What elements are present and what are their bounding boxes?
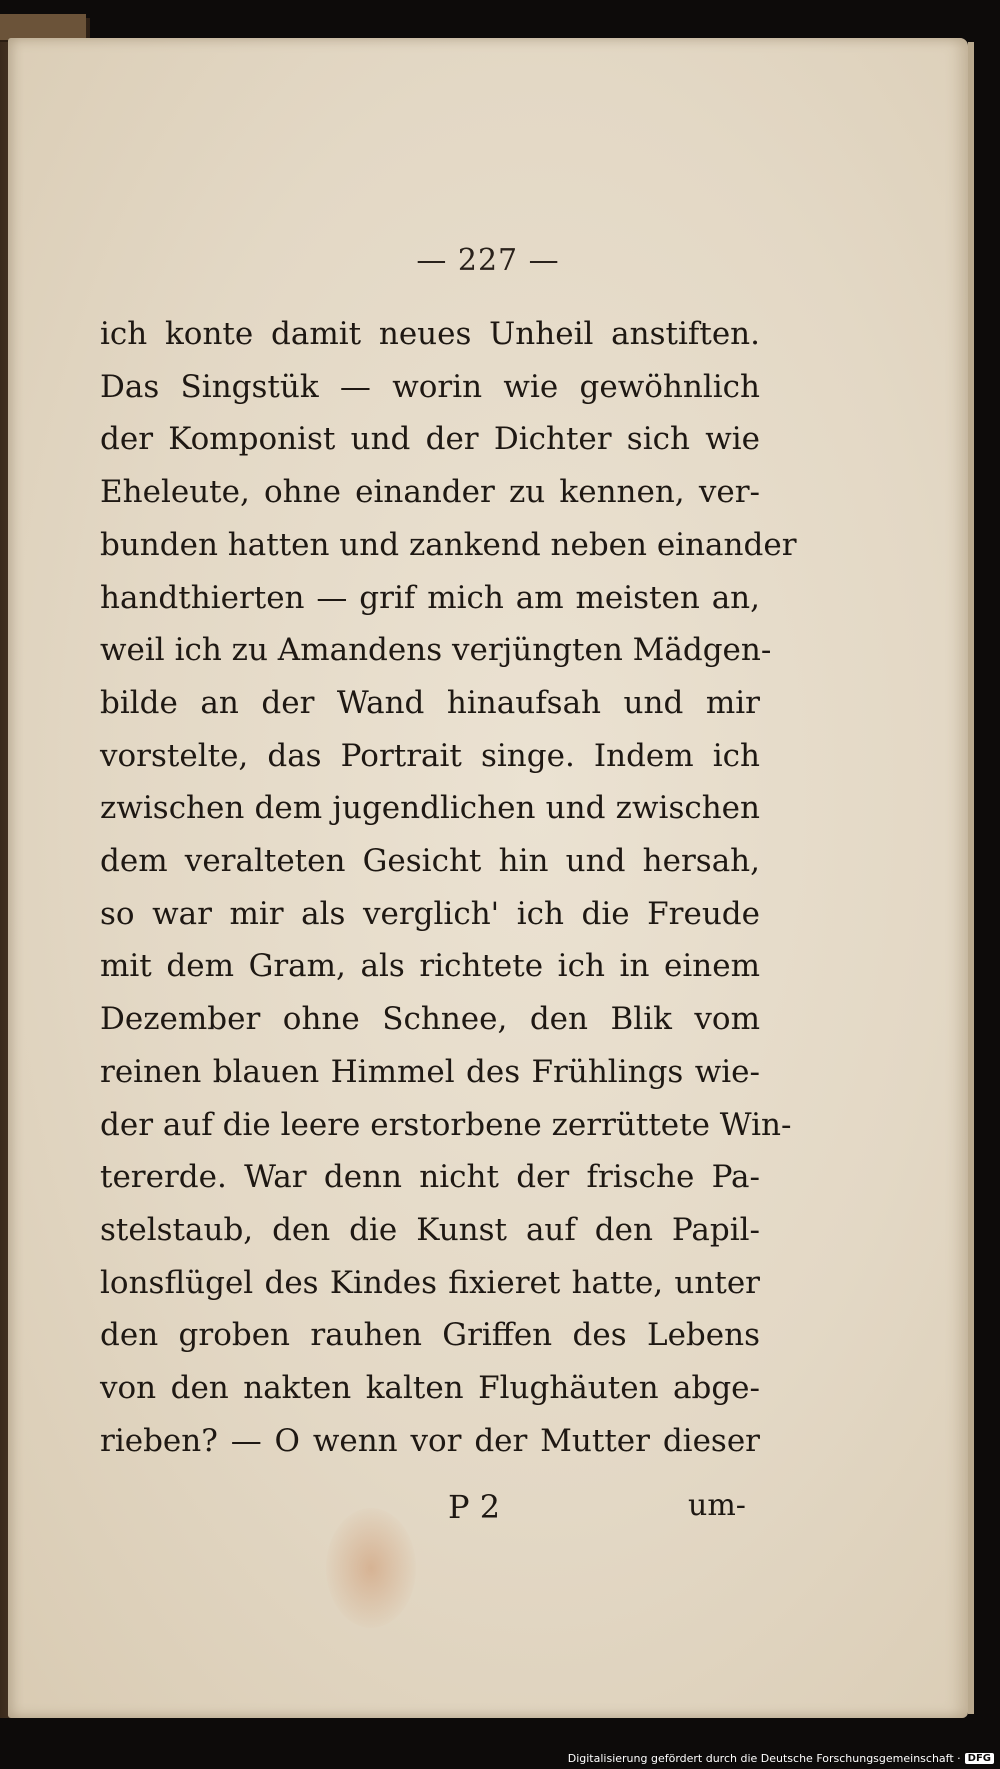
text-line: der Komponist und der Dichter sich wie: [100, 421, 760, 458]
text-line: Eheleute, ohne einander zu kennen, ver-: [100, 474, 760, 511]
text-line: weil ich zu Amandens verjüngten Mädgen-: [100, 632, 772, 669]
text-line: Dezember ohne Schnee, den Blik vom: [100, 1001, 760, 1038]
catchword: um-: [688, 1488, 746, 1523]
text-line: den groben rauhen Griffen des Lebens: [100, 1317, 760, 1354]
page-edge: [968, 42, 974, 1714]
text-line: dem veralteten Gesicht hin und hersah,: [100, 843, 760, 880]
text-line: so war mir als verglich' ich die Freude: [100, 895, 760, 932]
text-line: reinen blauen Himmel des Frühlings wie-: [100, 1053, 760, 1090]
signature-mark: P 2: [448, 1488, 501, 1526]
text-line: rieben? — O wenn vor der Mutter dieser: [100, 1422, 760, 1459]
text-line: ich konte damit neues Unheil anstiften.: [100, 316, 760, 352]
credit-text: Digitalisierung gefördert durch die Deutsche Forschungsgemeinschaft ·: [567, 1752, 961, 1765]
text-line: stelstaub, den die Kunst auf den Papil-: [100, 1211, 760, 1248]
body-text: [100, 308, 797, 1467]
dfg-logo: DFG: [965, 1753, 994, 1764]
text-line: zwischen dem jugendlichen und zwischen: [100, 790, 760, 827]
page-number: — 227 —: [416, 243, 560, 278]
foxing-stain: [326, 1508, 416, 1628]
text-line: Das Singstük — worin wie gewöhnlich: [100, 368, 760, 405]
text-line: von den nakten kalten Flughäuten abge-: [100, 1370, 760, 1407]
digitization-credit: [568, 1752, 994, 1765]
text-line: bunden hatten und zankend neben einander: [100, 526, 797, 563]
text-line: lonsflügel des Kindes fixieret hatte, unter: [100, 1264, 760, 1301]
text-line: bilde an der Wand hinaufsah und mir: [100, 684, 760, 721]
text-line: der auf die leere erstorbene zerrüttete Win-: [100, 1106, 792, 1143]
text-line: tererde. War denn nicht der frische Pa-: [100, 1159, 760, 1196]
text-line: mit dem Gram, als richtete ich in einem: [100, 948, 760, 985]
text-line: handthierten — grif mich am meisten an,: [100, 579, 760, 616]
text-line: vorstelte, das Portrait singe. Indem ich: [100, 737, 760, 774]
book-page: [8, 38, 968, 1718]
